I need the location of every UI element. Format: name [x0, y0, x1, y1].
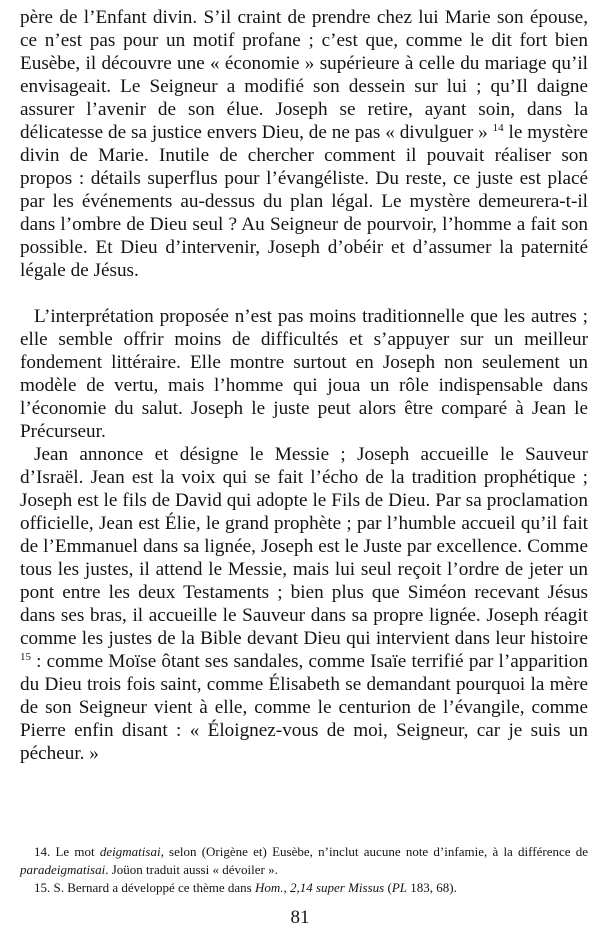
footnote-15-text-b: (: [384, 880, 392, 895]
footnote-14-text-a: 14. Le mot: [34, 844, 100, 859]
page-body: [20, 0, 588, 765]
footnote-ref-14: 14: [492, 122, 504, 134]
paragraph-3-text-b: : comme Moïse ôtant ses sandales, comme Isaïe terrifié par l’apparition du Dieu trois fois saint, comme Élisabeth se demandant pourquoi la mère de son Seigneur vient à elle, comme le centurion de l’évangile, comme Pierre enfin disant : « Éloignez-vous de moi, Seigneur, car je suis un pécheur. »: [20, 651, 588, 764]
paragraph-1-text-a: père de l’Enfant divin. S’il craint de prendre chez lui Marie son épouse, ce n’est pas pour un motif profane ; c’est que, comme le dit fort bien Eusèbe, il découvre une « économie » supérieure à celle du mariage qu’il envisageait. Le Seigneur a modifié son dessein sur lui ; qu’Il daigne assurer l’avenir de son élue. Joseph se retire, ayant soin, dans la délicatesse de sa justice envers Dieu, de ne pas « divulguer »: [20, 7, 588, 143]
footnote-14-term-1: deigmatisai: [99, 844, 161, 859]
footnote-15-text-a: 15. S. Bernard a développé ce thème dans: [34, 880, 255, 895]
footnote-15-text-c: 183, 68).: [407, 880, 457, 895]
page-number: 81: [290, 907, 310, 928]
footnote-ref-15: 15: [20, 651, 31, 663]
paragraph-3-text-a: Jean annonce et désigne le Messie ; Joseph accueille le Sauveur d’Israël. Jean est la voix qui se fait l’écho de la tradition prophétique ; Joseph est le fils de David qui adopte le Fils de Dieu. Par sa proclamation officielle, Jean est Élie, le grand prophète ; par l’humble accueil qu’il fait de l’Emmanuel dans sa lignée, Joseph est le Juste par excellence. Comme tous les justes, il attend le Messie, mais lui seul reçoit l’ordre de jeter un pont entre les deux Testaments ; bien plus que Siméon recevant Jésus dans ses bras, il accueille le Sauveur dans sa propre lignée. Joseph réagit comme les justes de la Bible devant Dieu qui intervient dans leur histoire: [20, 444, 588, 649]
footnotes: [20, 843, 588, 897]
paragraph-3: [20, 443, 588, 765]
footnote-15: [20, 879, 588, 897]
paragraph-2: L’interprétation proposée n’est pas moins traditionnelle que les autres ; elle semble offrir moins de difficultés et s’appuyer sur un meilleur fondement littéraire. Elle montre surtout en Joseph non seulement un modèle de vertu, mais l’homme qui joua un rôle indispensable dans l’économie du salut. Joseph le juste peut alors être comparé à Jean le Précurseur.: [20, 306, 588, 442]
footnote-14-term-2: paradeigmatisai: [20, 862, 106, 877]
paragraph-1: [20, 0, 588, 282]
footnote-14-text-c: . Joüon traduit aussi « dévoiler ».: [105, 862, 278, 877]
paragraph-1-text-b: le mystère divin de Marie. Inutile de chercher comment il pouvait réaliser son propos : détails superflus pour l’évangéliste. Du reste, ce juste est placé par les événements au-dessus du plan légal. Le mystère demeurera-t-il dans l’ombre de Dieu seul ? Au Seigneur de pourvoir, l’homme a fait son possible. Et Dieu d’intervenir, Joseph d’obéir et d’assumer la paternité légale de Jésus.: [20, 122, 588, 281]
footnote-15-reference: Hom., 2,14 super Missus: [254, 880, 385, 895]
footnote-14: [20, 843, 588, 879]
footnote-14-text-b: , selon (Origène et) Eusèbe, n’inclut aucune note d’infamie, à la différence de: [160, 844, 589, 859]
footnote-15-abbreviation: PL: [391, 880, 407, 895]
